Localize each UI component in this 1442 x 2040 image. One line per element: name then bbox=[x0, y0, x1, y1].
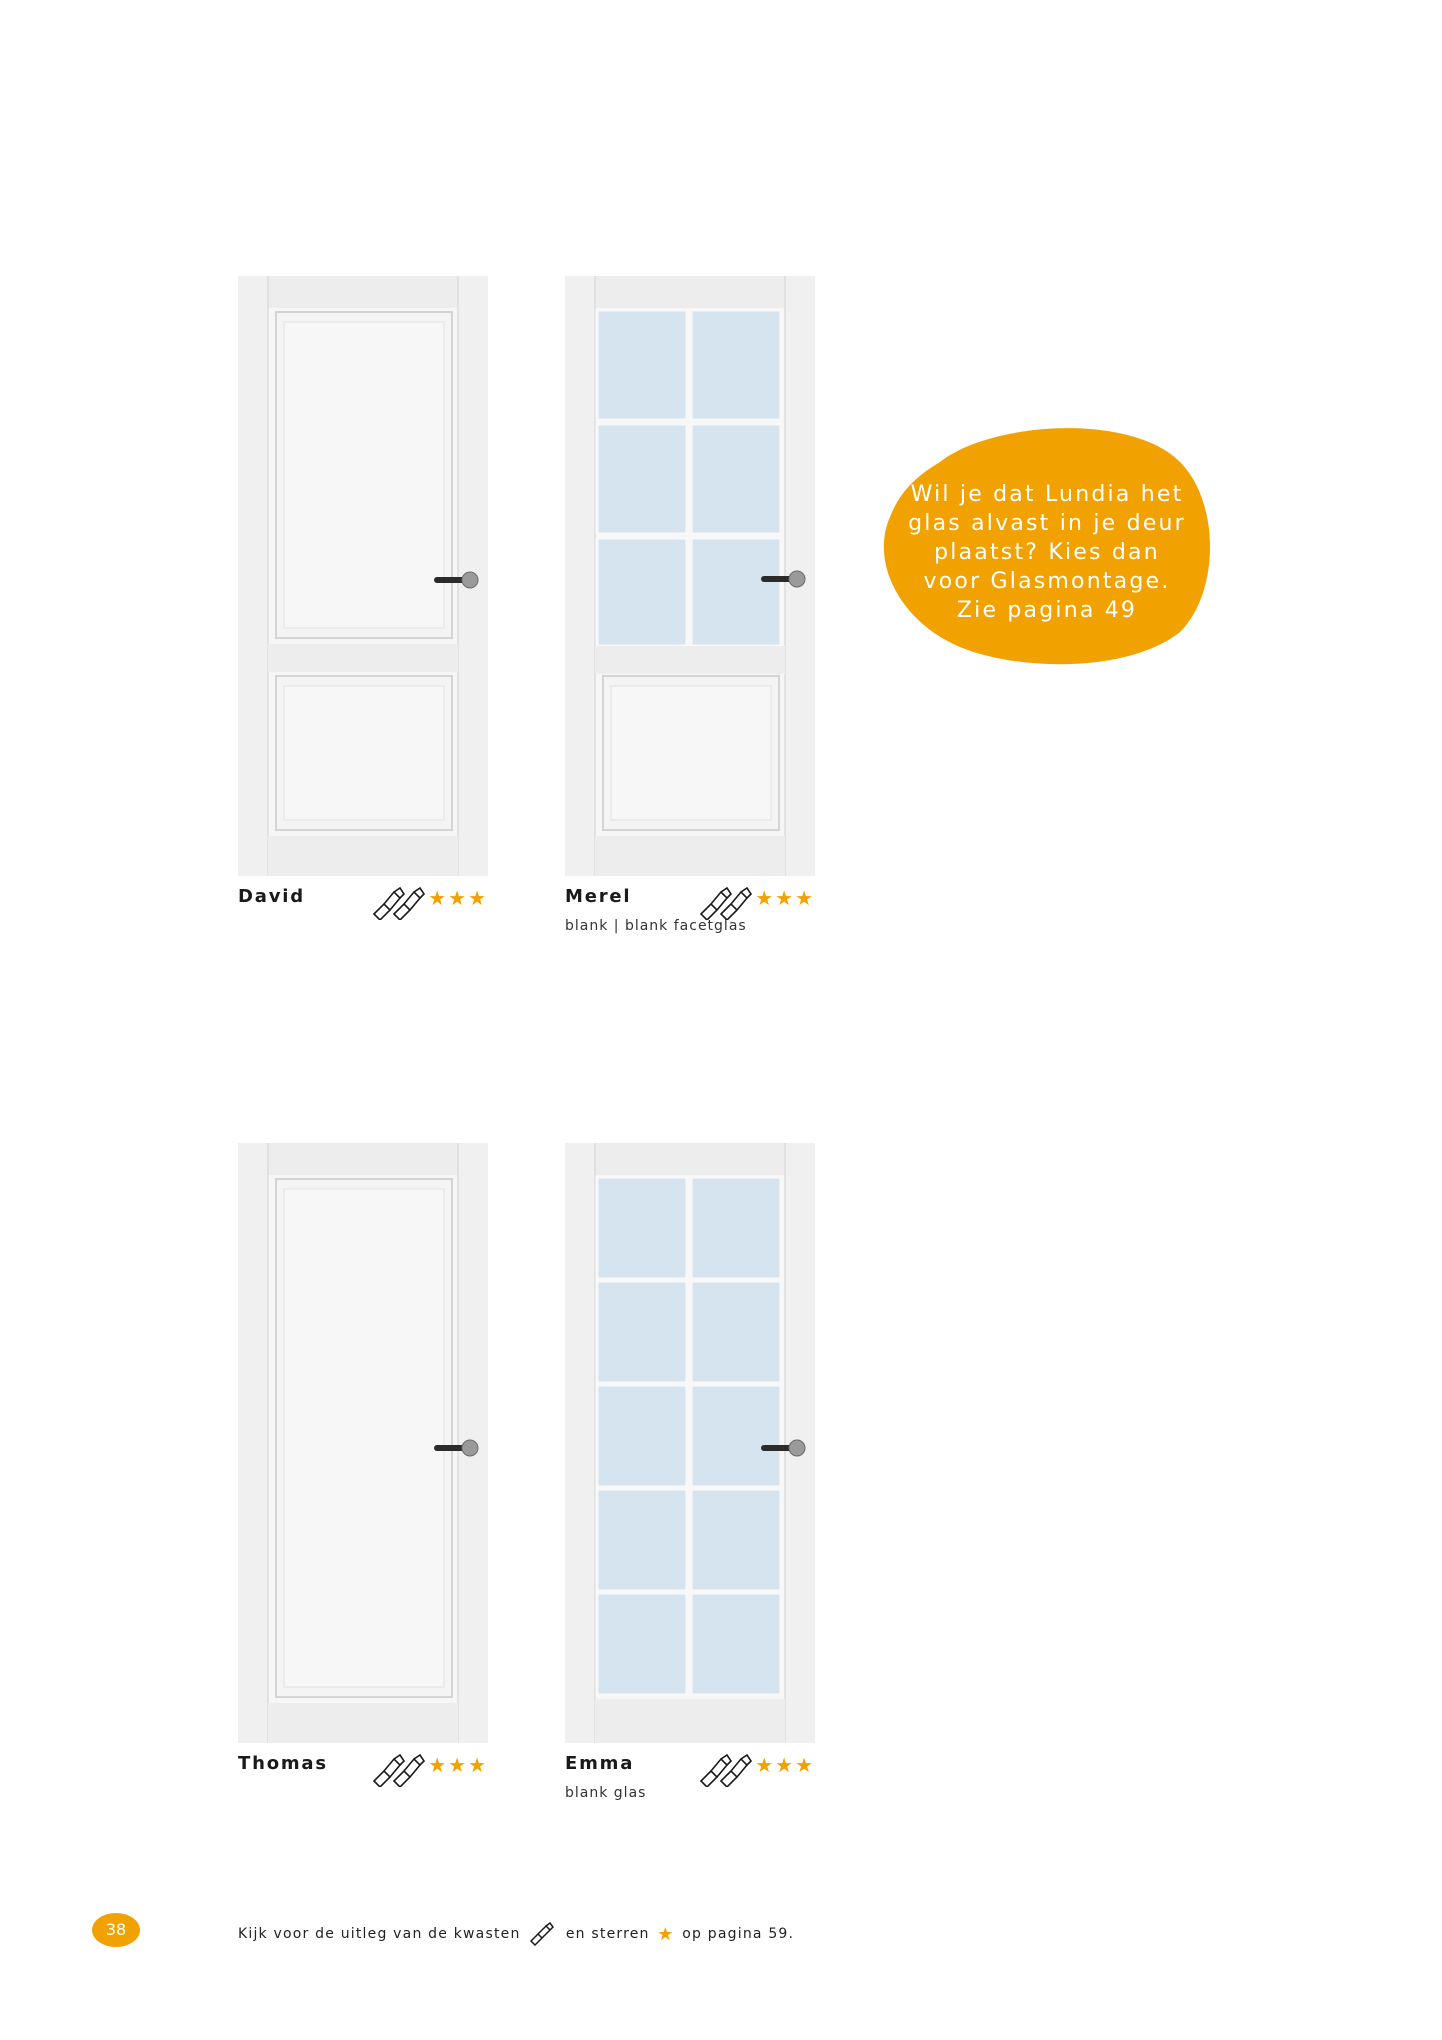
callout-text: Wil je dat Lundia het glas alvast in je deur plaatst? Kies dan voor Glasmontage. Zie pagina 49 bbox=[908, 482, 1186, 623]
door-name: Emma bbox=[565, 1753, 635, 1774]
page-number: 38 bbox=[92, 1913, 140, 1947]
paint-brush-icon bbox=[370, 884, 432, 920]
footer-text-before: Kijk voor de uitleg van de kwasten bbox=[238, 1926, 521, 1942]
door-image-emma bbox=[565, 1143, 815, 1743]
door-name: Thomas bbox=[238, 1753, 328, 1774]
star-rating: ★★★ bbox=[428, 1753, 488, 1777]
star-icon: ★ bbox=[657, 1923, 675, 1945]
star-rating: ★★★ bbox=[755, 886, 815, 910]
glass-mounting-callout bbox=[880, 422, 1214, 668]
footer-text-middle: en sterren bbox=[565, 1926, 650, 1942]
door-name: Merel bbox=[565, 886, 632, 907]
star-rating: ★★★ bbox=[428, 886, 488, 910]
paint-brush-icon bbox=[697, 884, 759, 920]
door-subtitle: blank | blank facetglas bbox=[565, 918, 747, 934]
footer-note bbox=[238, 1922, 794, 1946]
door-image-thomas bbox=[238, 1143, 488, 1743]
paint-brush-icon bbox=[370, 1751, 432, 1787]
door-name: David bbox=[238, 886, 305, 907]
door-image-david bbox=[238, 276, 488, 876]
star-rating: ★★★ bbox=[755, 1753, 815, 1777]
door-subtitle: blank glas bbox=[565, 1785, 647, 1801]
paint-brush-icon bbox=[697, 1751, 759, 1787]
door-image-merel bbox=[565, 276, 815, 876]
paint-brush-icon bbox=[528, 1922, 558, 1946]
footer-text-after: op pagina 59. bbox=[682, 1926, 795, 1942]
